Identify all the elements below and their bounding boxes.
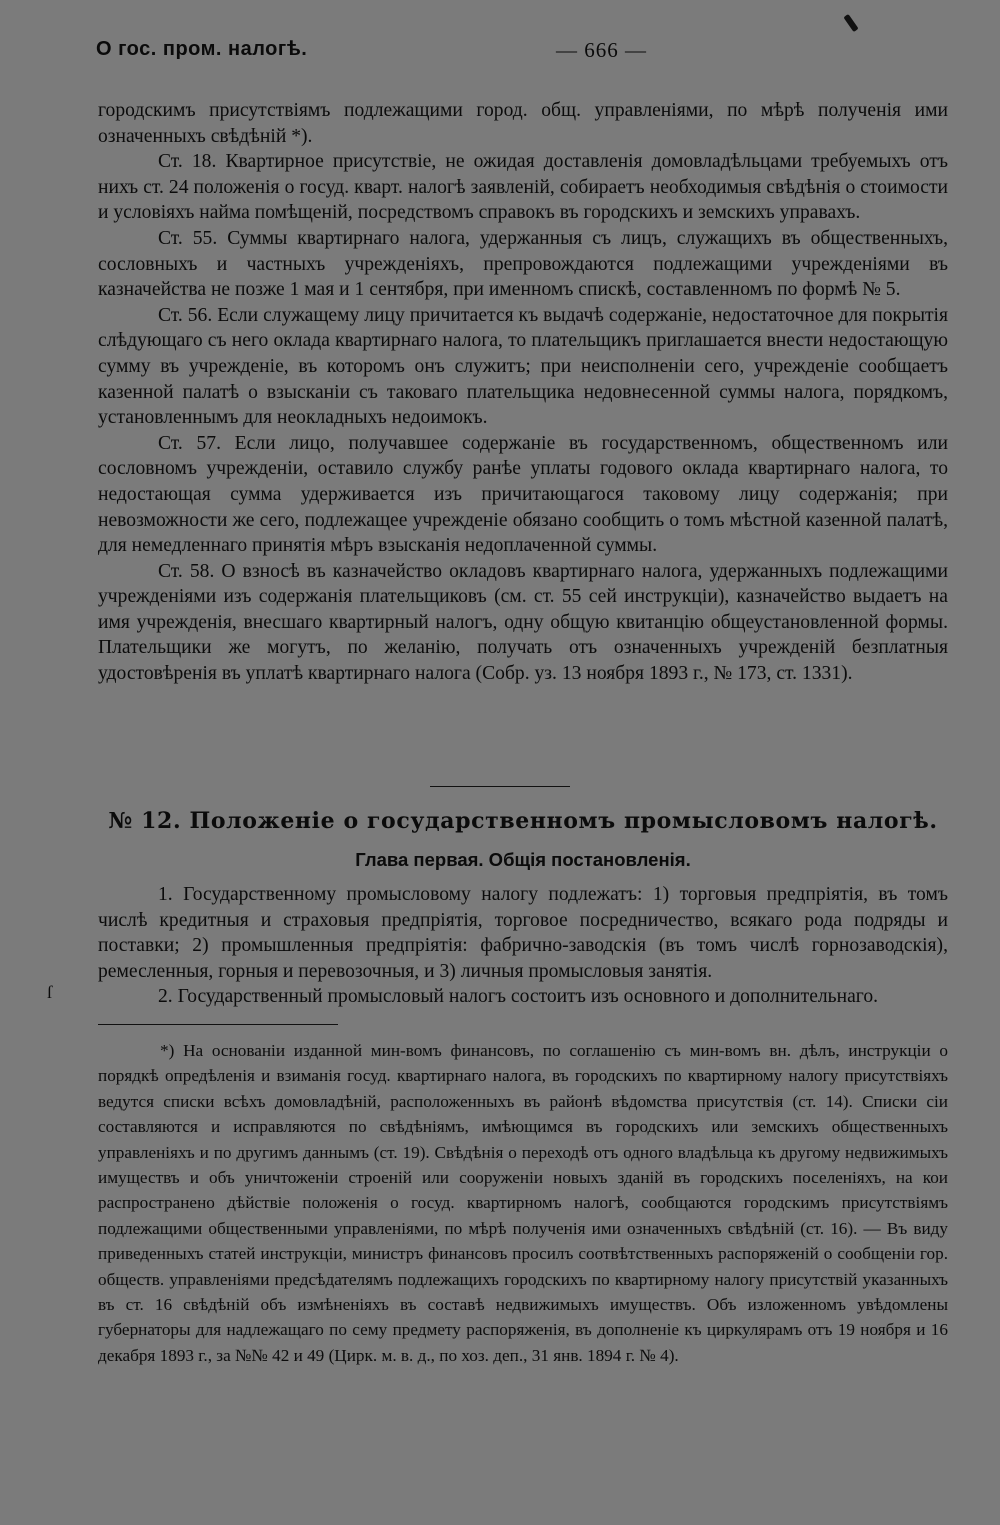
paragraph: городскимъ присутствіямъ подлежащими город. общ. управленіями, по мѣрѣ полученія ими означенныхъ свѣдѣній *). (98, 100, 948, 147)
running-header (96, 38, 946, 68)
paragraph: Ст. 57. Если лицо, получавшее содержаніе въ государственномъ, общественномъ или сословномъ учрежденіи, оставило службу ранѣе уплаты годового оклада квартирнаго налога, то недостающая сумма удерживается изъ причитающагося таковому лицу содержанія; при невозможности же сего, подлежащее учрежденіе обязано сообщить о томъ мѣстной казенной палатѣ, для немедленнаго принятія мѣръ взысканія недоплаченной суммы. (98, 432, 948, 557)
margin-mark: ſ (47, 982, 53, 1002)
page-number: — 666 — (556, 38, 647, 62)
footnote-text: *) На основаніи изданной мин-вомъ финансовъ, по соглашенію съ мин-вомъ вн. дѣлъ, инструкціи о порядкѣ опредѣленія и взиманія госуд. квартирнаго налога, въ городскихъ по квартирному налогу присутствіяхъ ведутся списки всѣхъ домовладѣній, расположенныхъ въ районѣ вѣдомства присутствія (ст. 14). Списки сіи составляются и исправляются по свѣдѣніямъ, имѣющимся въ городскихъ или земскихъ общественныхъ управленіяхъ и по другимъ даннымъ (ст. 19). Свѣдѣнія о переходѣ отъ одного владѣльца къ другому недвижимыхъ имуществъ и объ уничтоженіи строеній или сооруженіи новыхъ зданій въ городскихъ поселеніяхъ, на кои распространено дѣйствіе положенія о госуд. квартирномъ налогѣ, сообщаются городскимъ присутствіямъ подлежащими общественными управленіями, по мѣрѣ полученія ими означенныхъ свѣдѣній (ст. 16). — Въ виду приведенныхъ статей инструкціи, министръ финансовъ просилъ соотвѣтственныхъ распоряженій о сообщеніи гор. обществ. управленіями предсѣдателямъ подлежащихъ городскихъ по квартирному налогу присутствій указанныхъ въ ст. 16 свѣдѣній объ измѣненіяхъ въ составѣ недвижимыхъ имуществъ. Объ изложенномъ увѣдомлены губернаторы для надлежащаго по сему предмету распоряженія, въ дополненіе къ циркулярамъ отъ 19 ноября и 16 декабря 1893 г., за №№ 42 и 49 (Цирк. м. в. д., по хоз. деп., 31 янв. 1894 г. № 4). (98, 1041, 948, 1365)
paragraph: Ст. 55. Суммы квартирнаго налога, удержанныя съ лицъ, служащихъ въ общественныхъ, сословныхъ и частныхъ учрежденіяхъ, препровождаются подлежащими учрежденіями въ казначейства не позже 1 мая и 1 сентября, при именномъ спискѣ, составленномъ по формѣ № 5. (98, 227, 948, 301)
running-title: О гос. пром. налогѣ. (96, 38, 308, 60)
section-divider (430, 786, 570, 787)
chapter-heading: Глава первая. Общія постановленія. (355, 849, 691, 870)
paragraph: 2. Государственный промысловый налогъ состоитъ изъ основного и дополнительнаго. (158, 986, 879, 1008)
body-text (98, 98, 948, 687)
paragraph: Ст. 18. Квартирное присутствіе, не ожидая доставленія домовладѣльцами требуемыхъ отъ нихъ ст. 24 положенія о госуд. кварт. налогѣ заявленій, собираетъ необходимыя свѣдѣнія о стоимости и условіяхъ найма помѣщеній, посредствомъ справокъ въ городскихъ и земскихъ управахъ. (98, 151, 948, 224)
section-text (98, 882, 948, 1010)
section-heading: № 12. Положеніе о государственномъ промысловомъ налогѣ. (108, 808, 938, 834)
footnote (98, 1038, 948, 1368)
paragraph: Ст. 56. Если служащему лицу причитается къ выдачѣ содержаніе, недостаточное для покрытія слѣдующаго съ него оклада квартирнаго налога, то плательщикъ приглашается внести недостающую сумму въ учрежденіе, въ которомъ онъ служитъ; при неисполненіи сего, учрежденіе сообщаетъ казенной палатѣ о взысканіи съ таковаго плательщика недовнесенной суммы налога, порядкомъ, установленнымъ для неокладныхъ недоимокъ. (98, 304, 948, 429)
footnote-rule (98, 1024, 338, 1025)
ink-speck (843, 14, 858, 32)
paragraph: 1. Государственному промысловому налогу подлежатъ: 1) торговыя предпріятія, въ томъ числѣ кредитныя и страховыя предпріятія, торговое посредничество, всякаго рода подряды и поставки; 2) промышленныя предпріятія: фабрично-заводскія (въ томъ числѣ горнозаводскія), ремесленныя, горныя и перевозочныя, и 3) личныя промысловыя занятія. (98, 884, 948, 982)
paragraph: Ст. 58. О взносѣ въ казначейство окладовъ квартирнаго налога, удержанныхъ подлежащими учрежденіями изъ содержанія плательщиковъ (см. ст. 55 сей инструкціи), казначейство выдаетъ на имя учрежденія, внесшаго квартирный налогъ, одну общую квитанцію общеустановленной формы. Плательщики же могутъ, по желанію, получать отъ означенныхъ учрежденій безплатныя удостовѣренія въ уплатѣ квартирнаго налога (Собр. уз. 13 ноября 1893 г., № 173, ст. 1331). (98, 560, 948, 685)
